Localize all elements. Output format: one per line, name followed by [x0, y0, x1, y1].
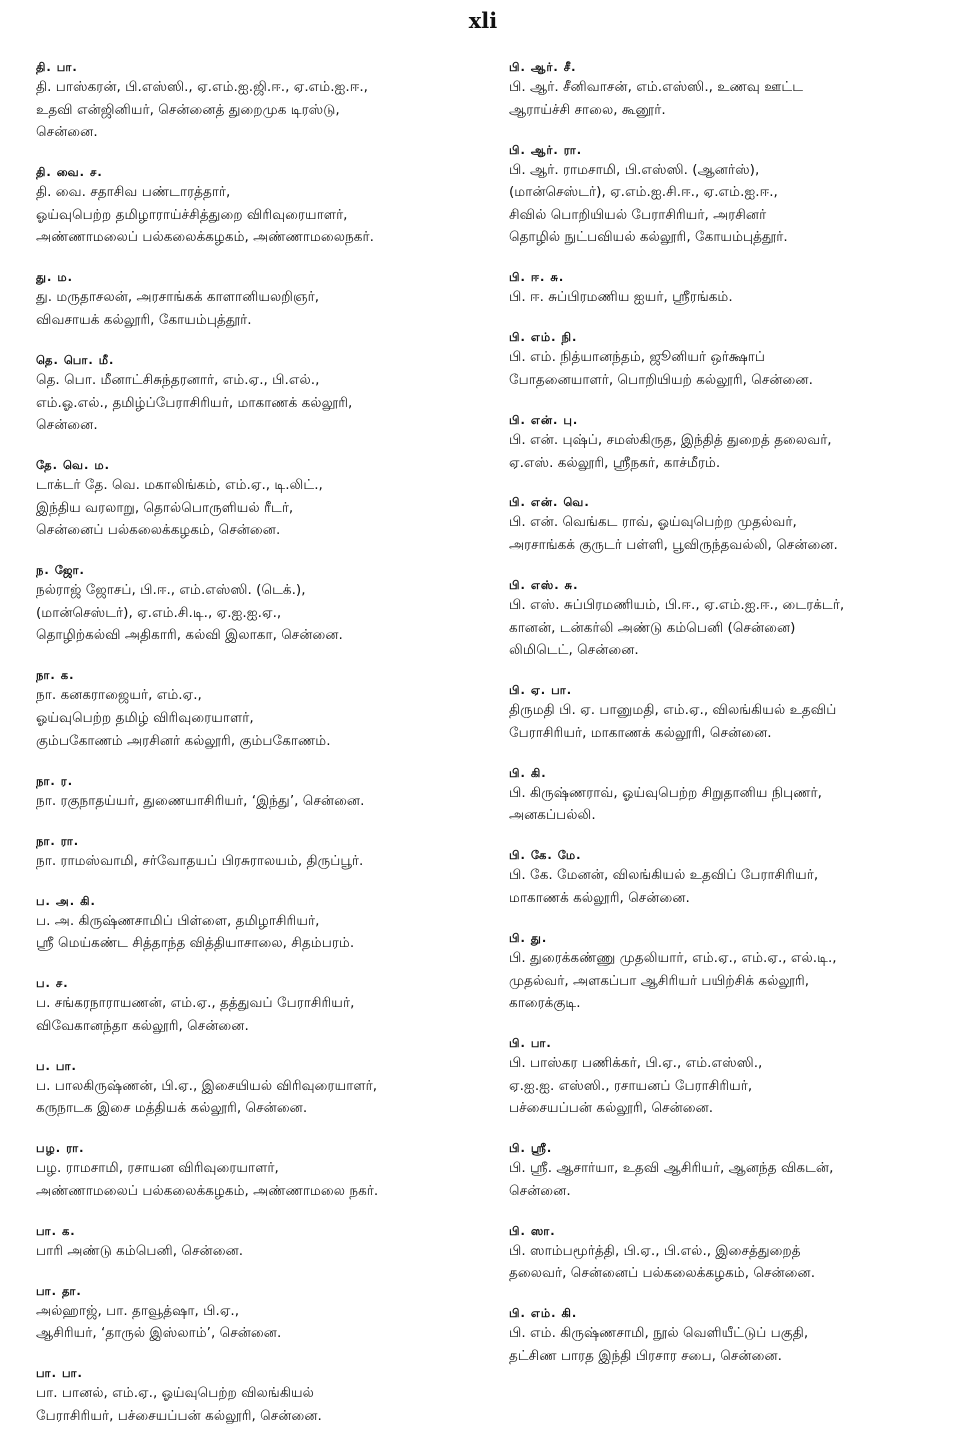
contributor-abbreviation: ப. ச.: [36, 976, 69, 991]
contributor-entry: [36, 1282, 484, 1345]
contributor-detail-line: ஏ.ஐ.ஐ. எஸ்ஸி., ரசாயனப் பேராசிரியர்,: [509, 1077, 753, 1094]
contributor-abbreviation: நா. க.: [36, 668, 75, 683]
contributor-detail-line: நல்ராஜ் ஜோசப், பி.ஈ., எம்.எஸ்ஸி. (டெக்.),: [36, 582, 306, 599]
contributor-detail-line: நா. ரகுநாதய்யர், துணையாசிரியர், ‘இந்து’, சென்னை.: [36, 792, 365, 809]
contributor-entry: [36, 1222, 484, 1263]
contributor-detail-line: ஆசிரியர், ‘தாருல் இஸ்லாம்’, சென்னை.: [36, 1325, 282, 1342]
contributor-detail-line: தொழில் நுட்பவியல் கல்லூரி, கோயம்புத்தூர்.: [509, 229, 788, 246]
contributor-detail-line: பி. துரைக்கண்ணு முதலியார், எம்.ஏ., எம்.ஏ., எல்.டி.,: [509, 949, 837, 966]
contributor-entry: [36, 1364, 484, 1427]
contributor-abbreviation: நா. ரா.: [36, 833, 80, 848]
contributor-detail-line: அண்ணாமலைப் பல்கலைக்கழகம், அண்ணாமலை நகர்.: [36, 1182, 379, 1199]
contributor-detail-line: ஆராய்ச்சி சாலை, கூனூர்.: [509, 101, 666, 118]
contributor-detail-line: பேராசிரியர், மாகாணக் கல்லூரி, சென்னை.: [509, 724, 772, 741]
contributor-detail-line: ஸ்ரீ மெய்கண்ட சித்தாந்த வித்தியாசாலை, சிதம்பரம்.: [36, 935, 355, 952]
contributor-entry: [509, 1139, 949, 1202]
contributor-detail-line: ஓய்வுபெற்ற தமிழ் விரிவுரையாளர்,: [36, 710, 254, 727]
contributor-abbreviation: தெ. பொ. மீ.: [36, 352, 115, 367]
contributor-entry: [36, 974, 484, 1037]
contributor-detail-line: பாரி அண்டு கம்பெனி, சென்னை.: [36, 1242, 244, 1259]
contributor-entry: [36, 163, 484, 249]
contributor-entry: [509, 929, 949, 1015]
contributor-detail-line: மாகாணக் கல்லூரி, சென்னை.: [509, 889, 690, 906]
contributor-entry: [509, 141, 949, 249]
contributor-detail-line: பச்சையப்பன் கல்லூரி, சென்னை.: [509, 1100, 714, 1117]
contributor-detail-line: டாக்டர் தே. வெ. மகாலிங்கம், எம்.ஏ., டி.லிட்.,: [36, 477, 323, 494]
contributor-entry: [509, 328, 949, 391]
contributor-detail-line: விவசாயக் கல்லூரி, கோயம்புத்தூர்.: [36, 311, 252, 328]
contributor-detail-line: பி. ஸாம்பமூர்த்தி, பி.ஏ., பி.எல்., இசைத்துறைத்: [509, 1242, 801, 1259]
contributor-detail-line: சென்னை.: [36, 124, 98, 141]
contributor-entry: [36, 772, 484, 813]
contributor-detail-line: பி. எம். நித்யானந்தம், ஜூனியர் ஒர்க்ஷாப்: [509, 349, 766, 366]
contributor-detail-line: லிமிடெட், சென்னை.: [509, 642, 639, 659]
contributor-abbreviation: ப. பா.: [36, 1058, 77, 1073]
contributor-entry: [36, 456, 484, 542]
contributor-detail-line: பழ. ராமசாமி, ரசாயன விரிவுரையாளர்,: [36, 1160, 279, 1177]
contributor-entry: [509, 268, 949, 309]
contributor-detail-line: தி. வை. சதாசிவ பண்டாரத்தார்,: [36, 184, 231, 201]
contributor-abbreviation: பழ. ரா.: [36, 1141, 85, 1156]
contributor-detail-line: அல்ஹாஜ், பா. தாவூத்ஷா, பி.ஏ.,: [36, 1302, 240, 1319]
contributor-abbreviation: பி. ஸா.: [509, 1223, 556, 1238]
contributor-abbreviation: பி. ஆர். சீ.: [509, 60, 577, 74]
contributor-detail-line: முதல்வர், அளகப்பா ஆசிரியர் பயிற்சிக் கல்லூரி,: [509, 972, 810, 989]
contributor-entry: [36, 892, 484, 955]
contributor-entry: [509, 764, 949, 827]
contributor-abbreviation: பி. ஆர். ரா.: [509, 142, 583, 157]
contributor-detail-line: உதவி என்ஜினியர், சென்னைத் துறைமுக டிரஸ்டு,: [36, 101, 340, 118]
left-column: [36, 58, 484, 1447]
contributor-detail-line: அரசாங்கக் குருடர் பள்ளி, பூவிருந்தவல்லி, சென்னை.: [509, 537, 838, 554]
contributor-abbreviation: பி. ஸ்ரீ.: [509, 1141, 553, 1156]
contributor-detail-line: கருநாடக இசை மத்தியக் கல்லூரி, சென்னை.: [36, 1100, 308, 1117]
contributor-detail-line: பி. ஆர். ராமசாமி, பி.எஸ்ஸி. (ஆனர்ஸ்),: [509, 161, 760, 178]
contributor-abbreviation: பி. எம். கி.: [509, 1306, 578, 1321]
contributor-entry: [36, 268, 484, 331]
contributor-entry: [36, 1139, 484, 1202]
contributor-detail-line: நா. கனகராஜையர், எம்.ஏ.,: [36, 687, 202, 704]
contributor-detail-line: கும்பகோணம் அரசினர் கல்லூரி, கும்பகோணம்.: [36, 732, 331, 749]
contributor-entry: [36, 832, 484, 873]
contributor-entry: [509, 1222, 949, 1285]
contributor-entry: [36, 1057, 484, 1120]
page-number: xli: [468, 8, 498, 33]
contributor-detail-line: விவேகானந்தா கல்லூரி, சென்னை.: [36, 1017, 249, 1034]
contributor-detail-line: சிவில் பொறியியல் பேராசிரியர், அரசினர்: [509, 206, 767, 223]
contributor-entry: [509, 411, 949, 474]
contributor-detail-line: (மான்செஸ்டர்), ஏ.எம்.சி.டி., ஏ.ஐ.ஐ.ஏ.,: [36, 604, 282, 621]
contributor-entry: [509, 58, 949, 121]
contributor-entry: [509, 846, 949, 909]
contributor-abbreviation: பி. து.: [509, 930, 548, 945]
contributor-detail-line: தட்சிண பாரத இந்தி பிரசார சபை, சென்னை.: [509, 1348, 782, 1365]
contributor-detail-line: தி. பாஸ்கரன், பி.எஸ்ஸி., ஏ.எம்.ஐ.ஜி.ஈ., ஏ.எம்.ஐ.ஈ.,: [36, 79, 368, 95]
contributor-detail-line: நா. ராமஸ்வாமி, சர்வோதயப் பிரசுராலயம், திருப்பூர்.: [36, 852, 364, 869]
contributor-detail-line: கானன், டன்கர்லி அண்டு கம்பெனி (சென்னை): [509, 619, 796, 636]
contributor-detail-line: ஓய்வுபெற்ற தமிழாராய்ச்சித்துறை விரிவுரையாளர்,: [36, 206, 348, 223]
contributor-abbreviation: பா. பா.: [36, 1366, 83, 1381]
contributor-entry: [509, 576, 949, 662]
contributor-abbreviation: ப. அ. கி.: [36, 893, 96, 908]
contributor-abbreviation: பி. எம். நி.: [509, 330, 578, 345]
contributor-detail-line: பி. ஆர். சீனிவாசன், எம்.எஸ்ஸி., உணவு ஊட்ட: [509, 79, 804, 95]
contributor-abbreviation: பி. பா.: [509, 1036, 552, 1051]
contributor-detail-line: போதனையாளர், பொறியியற் கல்லூரி, சென்னை.: [509, 371, 813, 388]
contributor-detail-line: து. மருதாசலன், அரசாங்கக் காளானியலறிஞர்,: [36, 289, 320, 306]
contributor-detail-line: பி. ஸ்ரீ. ஆசார்யா, உதவி ஆசிரியர், ஆனந்த விகடன்,: [509, 1160, 834, 1177]
contributor-detail-line: அண்ணாமலைப் பல்கலைக்கழகம், அண்ணாமலைநகர்.: [36, 229, 374, 246]
contributor-detail-line: தலைவர், சென்னைப் பல்கலைக்கழகம், சென்னை.: [509, 1265, 816, 1282]
contributor-detail-line: பி. ஈ. சுப்பிரமணிய ஐயர், ஸ்ரீரங்கம்.: [509, 289, 733, 306]
contributor-detail-line: அனகப்பல்லி.: [509, 807, 596, 824]
contributor-abbreviation: தி. வை. ச.: [36, 165, 103, 180]
contributor-detail-line: பி. என். புஷ்ப், சமஸ்கிருத, இந்தித் துறைத் தலைவர்,: [509, 431, 832, 448]
contributor-abbreviation: பி. ஈ. சு.: [509, 270, 565, 285]
contributor-entry: [36, 351, 484, 437]
contributor-abbreviation: பி. என். வெ.: [509, 495, 590, 510]
contributor-entry: [36, 561, 484, 647]
contributor-abbreviation: பா. க.: [36, 1223, 76, 1238]
contributor-detail-line: தெ. பொ. மீனாட்சிசுந்தரனார், எம்.ஏ., பி.எல்.,: [36, 371, 320, 388]
contributor-abbreviation: தே. வெ. ம.: [36, 458, 110, 473]
contributor-detail-line: ப. பாலகிருஷ்ணன், பி.ஏ., இசையியல் விரிவுரையாளர்,: [36, 1077, 378, 1094]
contributor-detail-line: சென்னைப் பல்கலைக்கழகம், சென்னை.: [36, 522, 281, 539]
contributor-abbreviation: நா. ர.: [36, 773, 74, 788]
contributor-detail-line: பி. கே. மேனன், விலங்கியல் உதவிப் பேராசிரியர்,: [509, 867, 819, 884]
contributor-detail-line: எம்.ஓ.எல்., தமிழ்ப்பேராசிரியர், மாகாணக் கல்லூரி,: [36, 394, 353, 411]
contributor-detail-line: இந்திய வரலாறு, தொல்பொருளியல் ரீடர்,: [36, 499, 294, 516]
contributor-entry: [36, 58, 484, 144]
contributor-detail-line: பேராசிரியர், பச்சையப்பன் கல்லூரி, சென்னை.: [36, 1408, 322, 1425]
contributor-detail-line: பி. எம். கிருஷ்ணசாமி, நூல் வெளியீட்டுப் பகுதி,: [509, 1325, 809, 1342]
contributor-detail-line: சென்னை.: [36, 417, 98, 434]
contributor-detail-line: ப. சங்கரநாராயணன், எம்.ஏ., தத்துவப் பேராசிரியர்,: [36, 995, 355, 1012]
contributor-detail-line: காரைக்குடி.: [509, 995, 581, 1012]
contributor-detail-line: பி. கிருஷ்ணராவ், ஓய்வுபெற்ற சிறுதானிய நிபுணர்,: [509, 784, 822, 801]
contributor-detail-line: பி. பாஸ்கர பணிக்கர், பி.ஏ., எம்.எஸ்ஸி.,: [509, 1055, 763, 1072]
contributor-detail-line: ஏ.எஸ். கல்லூரி, ஸ்ரீநகர், காச்மீரம்.: [509, 454, 721, 471]
contributor-detail-line: பி. எஸ். சுப்பிரமணியம், பி.ஈ., ஏ.எம்.ஐ.ஈ., டைரக்டர்,: [509, 597, 845, 614]
contributor-detail-line: தொழிற்கல்வி அதிகாரி, கல்வி இலாகா, சென்னை.: [36, 627, 343, 644]
contributor-abbreviation: பி. என். பு.: [509, 412, 579, 427]
contributor-entry: [509, 1034, 949, 1120]
contributor-abbreviation: பா. தா.: [36, 1283, 82, 1298]
contributor-abbreviation: தி. பா.: [36, 60, 78, 74]
contributor-abbreviation: பி. எஸ். சு.: [509, 578, 579, 593]
contributor-detail-line: (மான்செஸ்டர்), ஏ.எம்.ஐ.சி.ஈ., ஏ.எம்.ஐ.ஈ.,: [509, 184, 778, 201]
contributor-detail-line: பி. என். வெங்கட ராவ், ஓய்வுபெற்ற முதல்வர்,: [509, 514, 797, 531]
right-column: [509, 58, 949, 1387]
contributor-abbreviation: ந. ஜோ.: [36, 563, 85, 578]
contributor-detail-line: ப. அ. கிருஷ்ணசாமிப் பிள்ளை, தமிழாசிரியர்,: [36, 912, 320, 929]
contributor-entry: [509, 1304, 949, 1367]
contributor-detail-line: சென்னை.: [509, 1182, 571, 1199]
contributor-entry: [36, 666, 484, 752]
contributor-abbreviation: து. ம.: [36, 270, 73, 285]
contributor-entry: [509, 681, 949, 744]
contributor-abbreviation: பி. ஏ. பா.: [509, 683, 573, 698]
contributor-entry: [509, 493, 949, 556]
contributor-detail-line: பா. பானல், எம்.ஏ., ஓய்வுபெற்ற விலங்கியல்: [36, 1385, 314, 1402]
contributor-abbreviation: பி. கி.: [509, 765, 547, 780]
contributor-abbreviation: பி. கே. மே.: [509, 848, 582, 863]
contributor-detail-line: திருமதி பி. ஏ. பானுமதி, எம்.ஏ., விலங்கியல் உதவிப்: [509, 702, 837, 719]
